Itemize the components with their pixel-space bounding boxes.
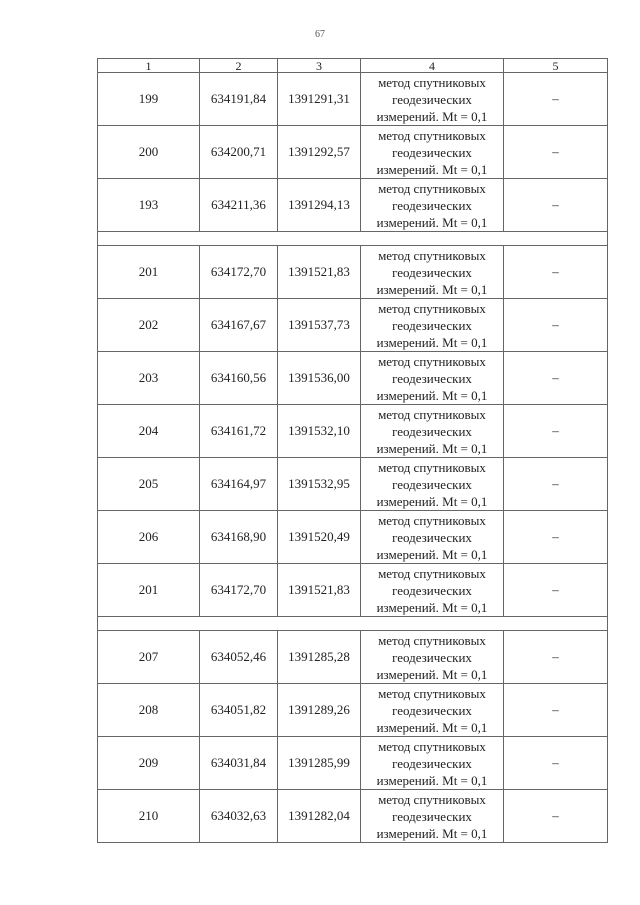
column-header-4: 4 [361, 59, 504, 73]
method-line: измерений. Mt = 0,1 [376, 772, 488, 788]
x-coordinate-cell: 634211,36 [200, 179, 278, 232]
method-line: геодезических [392, 529, 472, 545]
method-line: геодезических [392, 144, 472, 160]
y-coordinate-cell: 1391289,26 [278, 684, 361, 737]
method-line: геодезических [392, 476, 472, 492]
method-line: измерений. Mt = 0,1 [376, 440, 488, 456]
method-cell [361, 299, 504, 352]
note-cell: – [504, 511, 608, 564]
note-cell: – [504, 246, 608, 299]
y-coordinate-cell: 1391521,83 [278, 564, 361, 617]
x-coordinate-cell: 634167,67 [200, 299, 278, 352]
x-coordinate-cell: 634172,70 [200, 564, 278, 617]
column-header-2: 2 [200, 59, 278, 73]
table-header-row [98, 59, 608, 73]
table-row [98, 564, 608, 617]
x-coordinate-cell: 634052,46 [200, 631, 278, 684]
point-number-cell: 200 [98, 126, 200, 179]
method-line: измерений. Mt = 0,1 [376, 161, 488, 177]
method-line: измерений. Mt = 0,1 [376, 214, 488, 230]
method-cell [361, 564, 504, 617]
method-line: метод спутниковых [378, 180, 486, 196]
group-separator-cell [98, 232, 608, 246]
method-line: геодезических [392, 264, 472, 280]
y-coordinate-cell: 1391532,10 [278, 405, 361, 458]
method-line: метод спутниковых [378, 738, 486, 754]
y-coordinate-cell: 1391292,57 [278, 126, 361, 179]
point-number-cell: 199 [98, 73, 200, 126]
method-line: метод спутниковых [378, 353, 486, 369]
method-cell [361, 790, 504, 843]
point-number-cell: 204 [98, 405, 200, 458]
method-cell [361, 631, 504, 684]
table-row [98, 73, 608, 126]
column-header-3: 3 [278, 59, 361, 73]
point-number-cell: 206 [98, 511, 200, 564]
method-cell [361, 458, 504, 511]
point-number-cell: 209 [98, 737, 200, 790]
y-coordinate-cell: 1391532,95 [278, 458, 361, 511]
method-line: измерений. Mt = 0,1 [376, 108, 488, 124]
point-number-cell: 203 [98, 352, 200, 405]
method-line: метод спутниковых [378, 685, 486, 701]
method-cell [361, 511, 504, 564]
method-line: метод спутниковых [378, 127, 486, 143]
x-coordinate-cell: 634191,84 [200, 73, 278, 126]
group-separator-row [98, 232, 608, 246]
note-cell: – [504, 458, 608, 511]
table-row [98, 737, 608, 790]
point-number-cell: 201 [98, 246, 200, 299]
method-line: геодезических [392, 808, 472, 824]
method-line: измерений. Mt = 0,1 [376, 493, 488, 509]
point-number-cell: 201 [98, 564, 200, 617]
method-line: геодезических [392, 91, 472, 107]
method-cell [361, 246, 504, 299]
x-coordinate-cell: 634161,72 [200, 405, 278, 458]
method-line: измерений. Mt = 0,1 [376, 546, 488, 562]
method-cell [361, 684, 504, 737]
y-coordinate-cell: 1391285,99 [278, 737, 361, 790]
table-row [98, 511, 608, 564]
table-row [98, 631, 608, 684]
note-cell: – [504, 737, 608, 790]
method-line: метод спутниковых [378, 565, 486, 581]
table-row [98, 246, 608, 299]
method-cell [361, 179, 504, 232]
x-coordinate-cell: 634172,70 [200, 246, 278, 299]
table-body [98, 73, 608, 843]
column-header-1: 1 [98, 59, 200, 73]
note-cell: – [504, 299, 608, 352]
table-row [98, 405, 608, 458]
point-number-cell: 207 [98, 631, 200, 684]
method-line: измерений. Mt = 0,1 [376, 281, 488, 297]
method-line: метод спутниковых [378, 247, 486, 263]
method-line: метод спутниковых [378, 632, 486, 648]
method-line: геодезических [392, 370, 472, 386]
x-coordinate-cell: 634031,84 [200, 737, 278, 790]
group-separator-row [98, 617, 608, 631]
method-line: метод спутниковых [378, 791, 486, 807]
y-coordinate-cell: 1391537,73 [278, 299, 361, 352]
method-line: измерений. Mt = 0,1 [376, 719, 488, 735]
note-cell: – [504, 790, 608, 843]
point-number-cell: 205 [98, 458, 200, 511]
column-header-5: 5 [504, 59, 608, 73]
x-coordinate-cell: 634051,82 [200, 684, 278, 737]
method-line: метод спутниковых [378, 74, 486, 90]
method-cell [361, 737, 504, 790]
method-cell [361, 126, 504, 179]
point-number-cell: 202 [98, 299, 200, 352]
method-line: измерений. Mt = 0,1 [376, 387, 488, 403]
table-row [98, 299, 608, 352]
note-cell: – [504, 405, 608, 458]
note-cell: – [504, 126, 608, 179]
x-coordinate-cell: 634160,56 [200, 352, 278, 405]
point-number-cell: 193 [98, 179, 200, 232]
table-row [98, 790, 608, 843]
method-line: геодезических [392, 702, 472, 718]
y-coordinate-cell: 1391521,83 [278, 246, 361, 299]
x-coordinate-cell: 634168,90 [200, 511, 278, 564]
note-cell: – [504, 352, 608, 405]
method-line: измерений. Mt = 0,1 [376, 599, 488, 615]
x-coordinate-cell: 634200,71 [200, 126, 278, 179]
page-number: 67 [315, 29, 325, 40]
table-row [98, 684, 608, 737]
y-coordinate-cell: 1391291,31 [278, 73, 361, 126]
method-cell [361, 352, 504, 405]
method-line: измерений. Mt = 0,1 [376, 666, 488, 682]
method-line: геодезических [392, 582, 472, 598]
method-line: измерений. Mt = 0,1 [376, 825, 488, 841]
method-line: геодезических [392, 197, 472, 213]
note-cell: – [504, 73, 608, 126]
group-separator-cell [98, 617, 608, 631]
note-cell: – [504, 179, 608, 232]
note-cell: – [504, 564, 608, 617]
note-cell: – [504, 684, 608, 737]
method-line: метод спутниковых [378, 300, 486, 316]
point-number-cell: 210 [98, 790, 200, 843]
x-coordinate-cell: 634032,63 [200, 790, 278, 843]
method-line: метод спутниковых [378, 459, 486, 475]
y-coordinate-cell: 1391520,49 [278, 511, 361, 564]
method-line: метод спутниковых [378, 406, 486, 422]
table-row [98, 458, 608, 511]
method-cell [361, 73, 504, 126]
method-line: метод спутниковых [378, 512, 486, 528]
table-row [98, 352, 608, 405]
y-coordinate-cell: 1391536,00 [278, 352, 361, 405]
y-coordinate-cell: 1391294,13 [278, 179, 361, 232]
note-cell: – [504, 631, 608, 684]
method-line: измерений. Mt = 0,1 [376, 334, 488, 350]
method-line: геодезических [392, 317, 472, 333]
method-cell [361, 405, 504, 458]
coordinates-table [97, 58, 608, 843]
method-line: геодезических [392, 755, 472, 771]
table-row [98, 126, 608, 179]
x-coordinate-cell: 634164,97 [200, 458, 278, 511]
y-coordinate-cell: 1391282,04 [278, 790, 361, 843]
point-number-cell: 208 [98, 684, 200, 737]
method-line: геодезических [392, 649, 472, 665]
method-line: геодезических [392, 423, 472, 439]
y-coordinate-cell: 1391285,28 [278, 631, 361, 684]
table-row [98, 179, 608, 232]
